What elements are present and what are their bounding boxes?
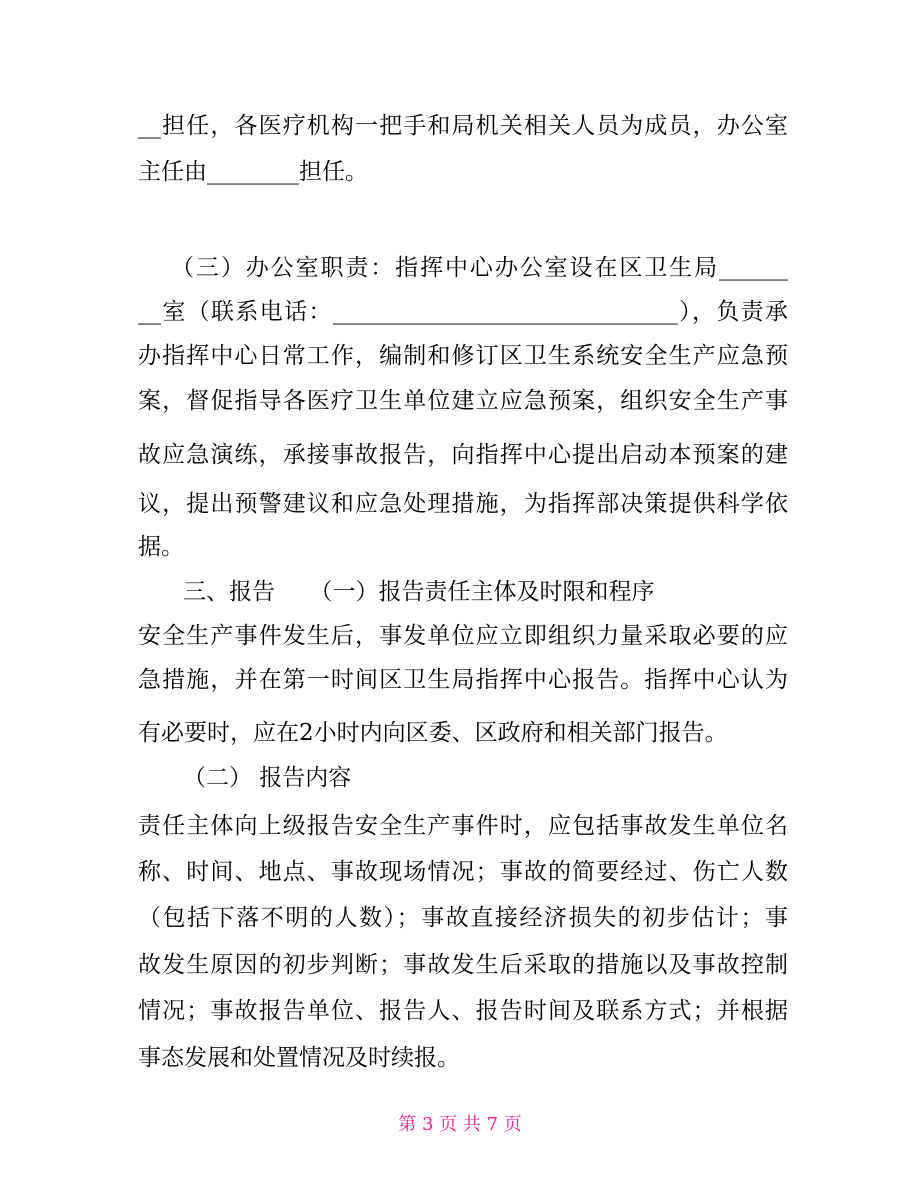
body-line: 主任由________担任。 xyxy=(138,159,368,185)
body-line: 办指挥中心日常工作，编制和修订区卫生系统安全生产应急预 xyxy=(138,343,788,369)
body-line: 故应急演练，承接事故报告，向指挥中心提出启动本预案的建 xyxy=(138,442,788,468)
body-line: __担任，各医疗机构一把手和局机关相关人员为成员，办公室 xyxy=(138,113,788,139)
section-heading-line: 三、报告 （一）报告责任主体及时限和程序 xyxy=(183,579,655,605)
body-line: 情况；事故报告单位、报告人、报告时间及联系方式；并根据 xyxy=(138,998,788,1024)
section-heading-line: （二） 报告内容 xyxy=(183,765,352,791)
body-line: （包括下落不明的人数）；事故直接经济损失的初步估计；事 xyxy=(138,905,788,931)
body-line: 急措施，并在第一时间区卫生局指挥中心报告。指挥中心认为 xyxy=(138,667,788,693)
page-number-footer: 第 3 页 共 7 页 xyxy=(398,1114,522,1135)
body-line: 案，督促指导各医疗卫生单位建立应急预案，组织安全生产事 xyxy=(138,388,788,414)
body-line: 称、时间、地点、事故现场情况；事故的简要经过、伤亡人数 xyxy=(138,859,788,885)
body-line: 议，提出预警建议和应急处理措施，为指挥部决策提供科学依 xyxy=(138,491,788,517)
body-line: 安全生产事件发生后，事发单位应立即组织力量采取必要的应 xyxy=(138,623,788,649)
body-line: 故发生原因的初步判断；事故发生后采取的措施以及事故控制 xyxy=(138,952,788,978)
body-line: 事态发展和处置情况及时续报。 xyxy=(138,1045,460,1071)
body-line: 据。 xyxy=(138,534,184,560)
body-line: __室（联系电话：______________________________），负责承 xyxy=(138,299,788,325)
section-heading-line: （三）办公室职责：指挥中心办公室设在区卫生局______ xyxy=(171,255,788,281)
body-line: 有必要时，应在2小时内向区委、区政府和相关部门报告。 xyxy=(138,720,728,746)
body-line: 责任主体向上级报告安全生产事件时，应包括事故发生单位名 xyxy=(138,813,788,839)
